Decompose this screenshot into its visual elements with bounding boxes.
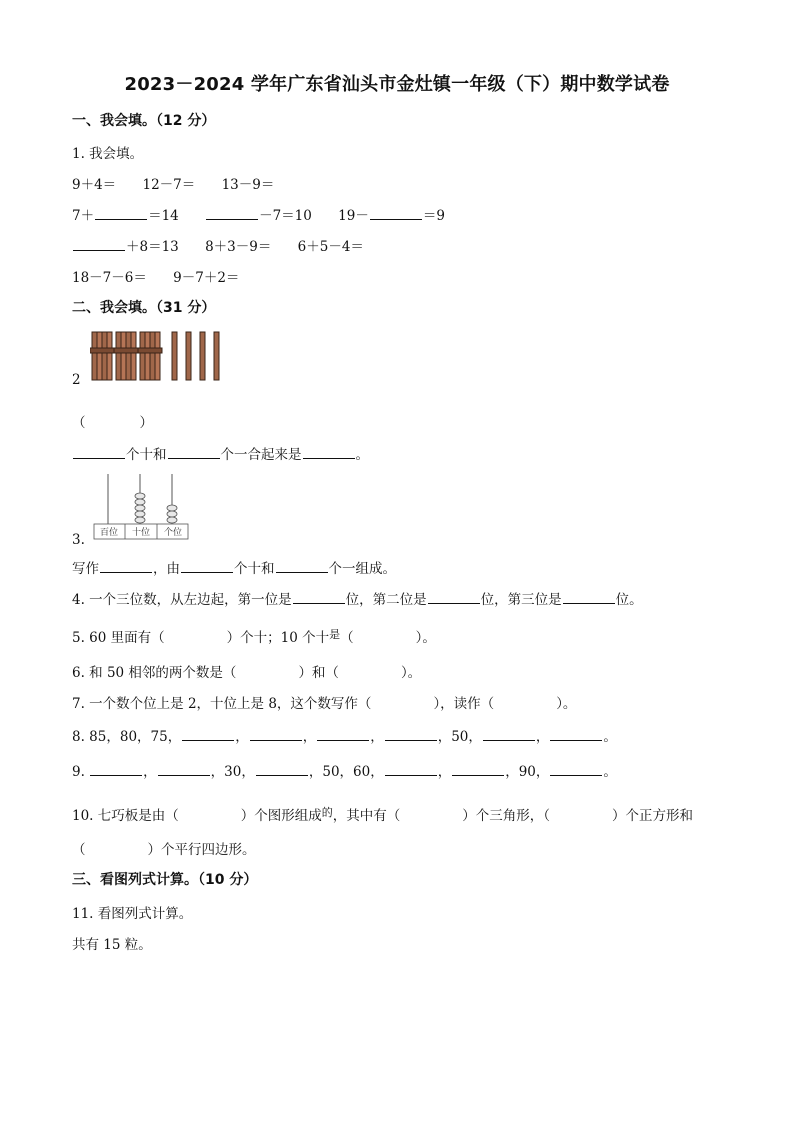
answer-blank[interactable] xyxy=(168,446,220,459)
text: 位，第二位是 xyxy=(345,592,427,608)
q3-sentence xyxy=(72,557,396,577)
answer-blank[interactable] xyxy=(293,591,345,604)
text: 5. 60 里面有（ xyxy=(72,630,165,646)
text: ）。 xyxy=(400,665,422,681)
text: 。 xyxy=(603,764,617,780)
text: ）和（ xyxy=(298,665,339,681)
equation: 13－9＝ xyxy=(221,177,275,193)
text: ）。 xyxy=(415,630,436,646)
equation-part: 7＋ xyxy=(72,208,95,224)
q1-row-3 xyxy=(72,235,364,255)
text: ，90， xyxy=(505,764,550,780)
question-10-line-1 xyxy=(72,804,693,824)
text: ）个平行四边形。 xyxy=(147,842,256,858)
question-5 xyxy=(72,626,436,646)
answer-blank[interactable] xyxy=(181,560,233,573)
text: ，50，60， xyxy=(308,764,384,780)
ones-label: 个位 xyxy=(163,528,183,538)
q1-row-1 xyxy=(72,173,274,193)
text: ）个正方形和 xyxy=(612,808,694,824)
question-2-number: 2 xyxy=(72,372,81,388)
abacus-image xyxy=(92,472,192,542)
hundreds-label: 百位 xyxy=(99,528,119,538)
text: 位，第三位是 xyxy=(480,592,562,608)
equation: 9－7＋2＝ xyxy=(173,270,240,286)
question-11-text: 共有 15 粒。 xyxy=(72,937,152,953)
tens-label: 十位 xyxy=(131,528,151,538)
equation-part: －7＝10 xyxy=(259,208,312,224)
single-stick-icon xyxy=(214,332,219,380)
bundle-of-ten-icon xyxy=(114,332,138,380)
text: 9. xyxy=(72,764,90,780)
equation: 8＋3－9＝ xyxy=(205,239,272,255)
text: 。 xyxy=(603,729,617,745)
answer-blank[interactable] xyxy=(303,446,355,459)
text: ，50， xyxy=(437,729,482,745)
bundle-of-ten-icon xyxy=(90,332,114,380)
answer-blank[interactable] xyxy=(206,207,258,220)
text: ），读作（ xyxy=(433,696,495,712)
question-8 xyxy=(72,725,617,745)
text: ）。 xyxy=(556,696,577,712)
question-10-line-2 xyxy=(72,838,256,858)
question-9 xyxy=(72,760,617,780)
answer-blank[interactable] xyxy=(428,591,480,604)
equation: 12－7＝ xyxy=(142,177,196,193)
equation-part: ＋8＝13 xyxy=(126,239,179,255)
page-title: 2023－2024 学年广东省汕头市金灶镇一年级（下）期中数学试卷 xyxy=(124,74,670,95)
answer-blank[interactable] xyxy=(182,728,234,741)
q2-answer-paren: （ ） xyxy=(72,415,153,431)
tens-beads xyxy=(135,493,145,523)
answer-blank[interactable] xyxy=(276,560,328,573)
text: 6. 和 50 相邻的两个数是（ xyxy=(72,665,237,681)
text: 个一合起来是 xyxy=(220,447,302,463)
answer-blank[interactable] xyxy=(256,763,308,776)
answer-blank[interactable] xyxy=(90,763,142,776)
stick-bundles-image xyxy=(90,328,230,384)
answer-blank[interactable] xyxy=(452,763,504,776)
answer-blank[interactable] xyxy=(550,763,602,776)
answer-blank[interactable] xyxy=(73,238,125,251)
q1-row-4 xyxy=(72,266,239,286)
text: ， xyxy=(535,729,550,745)
text: ）个图形组成 xyxy=(240,808,322,824)
text: ，30， xyxy=(210,764,255,780)
single-stick-icon xyxy=(172,332,177,380)
equation: 18－7－6＝ xyxy=(72,270,147,286)
answer-blank[interactable] xyxy=(483,728,535,741)
section-1-heading: 一、我会填。（12 分） xyxy=(72,113,216,129)
single-stick-icon xyxy=(200,332,205,380)
text: 的 xyxy=(321,806,333,819)
q2-sentence xyxy=(72,443,369,463)
answer-blank[interactable] xyxy=(385,763,437,776)
text: 4. 一个三位数，从左边起，第一位是 xyxy=(72,592,292,608)
equation-part: ＝14 xyxy=(148,208,179,224)
text: 10. 七巧板是由（ xyxy=(72,808,179,824)
bundle-of-ten-icon xyxy=(138,332,162,380)
text: 7. 一个数个位上是 2，十位上是 8，这个数写作（ xyxy=(72,696,372,712)
section-2-heading: 二、我会填。（31 分） xyxy=(72,300,216,316)
question-11-label: 11. 看图列式计算。 xyxy=(72,906,193,922)
answer-blank[interactable] xyxy=(158,763,210,776)
answer-blank[interactable] xyxy=(317,728,369,741)
text: 。 xyxy=(355,447,369,463)
question-6 xyxy=(72,661,421,681)
text: ， xyxy=(370,729,384,745)
answer-blank[interactable] xyxy=(563,591,615,604)
question-7 xyxy=(72,692,576,712)
section-3-heading: 三、看图列式计算。（10 分） xyxy=(72,872,258,888)
text: ， xyxy=(235,729,249,745)
text: （ xyxy=(340,630,354,646)
text: 8. 85，80，75， xyxy=(72,729,182,745)
text: ）个十；10 个十 xyxy=(226,630,330,646)
answer-blank[interactable] xyxy=(250,728,302,741)
equation-part: 19－ xyxy=(338,208,369,224)
answer-blank[interactable] xyxy=(385,728,437,741)
answer-blank[interactable] xyxy=(100,560,152,573)
question-4 xyxy=(72,588,643,608)
answer-blank[interactable] xyxy=(370,207,422,220)
text: ， xyxy=(143,764,157,780)
text: （ xyxy=(72,842,86,858)
answer-blank[interactable] xyxy=(73,446,125,459)
text: ，其中有（ xyxy=(332,808,401,824)
q1-row-2 xyxy=(72,204,445,224)
text: ，由 xyxy=(153,561,180,577)
equation-part: ＝9 xyxy=(422,208,445,224)
question-3-number: 3. xyxy=(72,532,85,548)
text: 个一组成。 xyxy=(328,561,396,577)
question-1-label: 1. 我会填。 xyxy=(72,146,144,162)
equation: 6＋5－4＝ xyxy=(297,239,364,255)
text: 位。 xyxy=(615,592,643,608)
single-stick-icon xyxy=(186,332,191,380)
text: 是 xyxy=(329,628,341,641)
text: ， xyxy=(302,729,317,745)
answer-blank[interactable] xyxy=(95,207,147,220)
text: ， xyxy=(437,764,452,780)
answer-blank[interactable] xyxy=(550,728,602,741)
text: 写作 xyxy=(72,561,99,577)
text: ）个三角形，（ xyxy=(462,808,551,824)
text: 个十和 xyxy=(126,447,167,463)
equation: 9＋4＝ xyxy=(72,177,117,193)
ones-beads xyxy=(167,505,177,523)
text: 个十和 xyxy=(234,561,275,577)
